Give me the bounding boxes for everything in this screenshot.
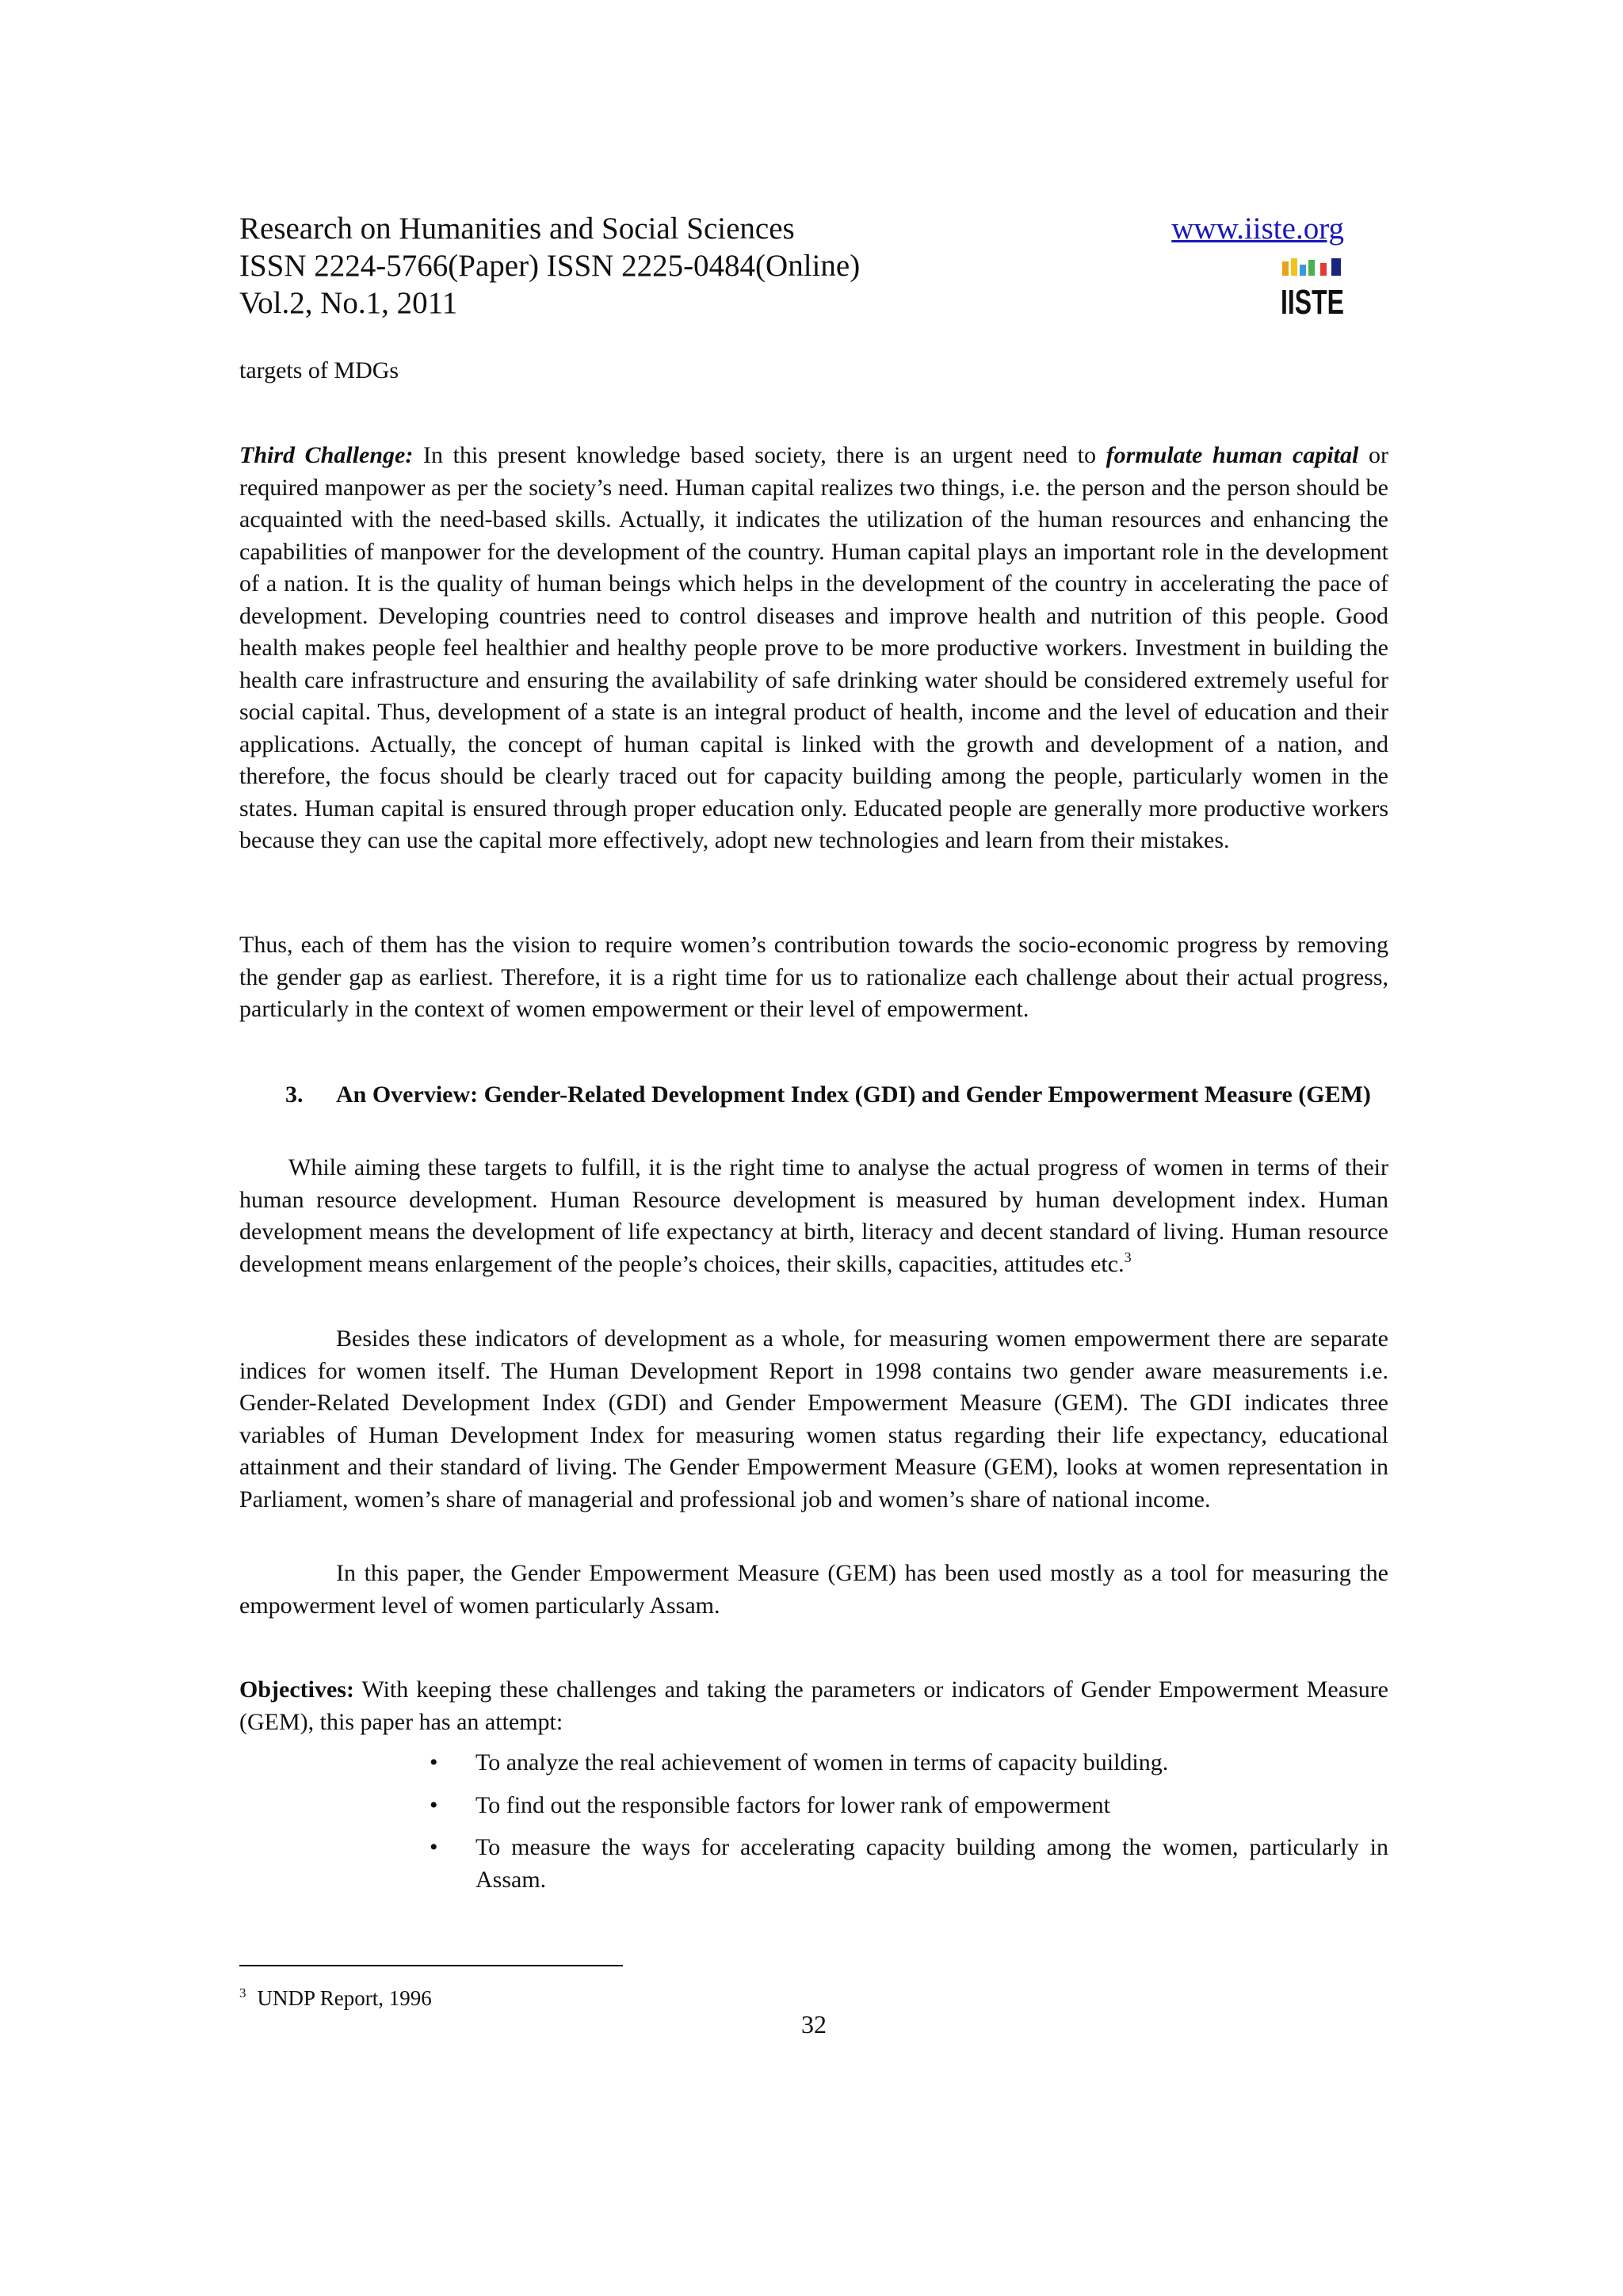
journal-title: Research on Humanities and Social Sciences: [239, 212, 795, 246]
third-challenge-text-2: or required manpower as per the society’s need. Human capital realizes two things, i.e. the person and the person should be acquainted with the need-based skills. Actually, it indicates the utilization of the human resources and enhancing the capabilities of manpower for the development of the country. Human capital plays an important role in the development of a nation. It is the quality of human beings which helps in the development of the country in accelerating the pace of development. Developing countries need to control diseases and improve health and nutrition of this people. Good health makes people feel healthier and healthy people prove to be more productive workers. Investment in building the health care infrastructure and ensuring the availability of safe drinking water should be considered extremely useful for social capital. Thus, development of a state is an integral product of health, income and the level of education and their applications. Actually, the concept of human capital is linked with the growth and development of a nation, and therefore, the focus should be clearly traced out for capacity building among the people, particularly women in the states. Human capital is ensured through proper education only. Educated people are generally more productive workers because they can use the capital more effectively, adopt new technologies and learn from their mistakes.: [239, 442, 1389, 853]
list-item-text: To analyze the real achievement of women in terms of capacity building.: [475, 1749, 1169, 1775]
svg-text:IISTE: IISTE: [1281, 283, 1344, 322]
paper-paragraph: In this paper, the Gender Empowerment Measure (GEM) has been used mostly as a tool for measuring the empowerment level of women particularly Assam.: [239, 1560, 1388, 1619]
list-item-text: To find out the responsible factors for lower rank of empowerment: [475, 1791, 1110, 1818]
objectives-text: With keeping these challenges and taking the parameters or indicators of Gender Empowerment Measure (GEM), this paper has an attempt:: [239, 1676, 1388, 1735]
journal-volume: Vol.2, No.1, 2011: [239, 286, 458, 320]
page-number: 32: [801, 2010, 827, 2039]
list-item: [430, 1832, 1388, 1896]
bullet-icon: •: [430, 1791, 438, 1818]
section-heading: [285, 1079, 1388, 1112]
objectives-label: Objectives:: [239, 1676, 354, 1703]
journal-website-link[interactable]: www.iiste.org: [1171, 212, 1344, 246]
bullet-icon: •: [430, 1834, 438, 1860]
iiste-logo-icon: [1279, 257, 1346, 322]
footnote-divider: [239, 1965, 623, 1966]
third-challenge-text-1: In this present knowledge based society, there is an urgent need to: [413, 442, 1106, 468]
third-challenge-emphasis: formulate human capital: [1106, 442, 1359, 468]
journal-issn: ISSN 2224-5766(Paper) ISSN 2225-0484(Online): [239, 249, 861, 283]
footnote-number: 3: [239, 1985, 246, 2000]
objectives-list: [430, 1747, 1388, 1906]
list-item-text: To measure the ways for accelerating capacity building among the women, particularly in Assam.: [475, 1834, 1388, 1893]
while-paragraph-text: While aiming these targets to fulfill, it is the right time to analyse the actual progress of women in terms of their human resource development. Human Resource development is measured by human development index. Human development means the development of life expectancy at birth, literacy and decent standard of living. Human resource development means enlargement of the people’s choices, their skills, capacities, attitudes etc.: [239, 1154, 1388, 1277]
objectives-paragraph: [239, 1674, 1388, 1738]
footnote-text: UNDP Report, 1996: [257, 1986, 432, 2010]
intro-line: targets of MDGs: [239, 357, 399, 383]
section-number: 3.: [285, 1081, 304, 1108]
list-item: [430, 1790, 1388, 1822]
list-item: [430, 1747, 1388, 1779]
while-paragraph: [239, 1152, 1388, 1280]
footnote-reference: 3: [1124, 1249, 1132, 1265]
third-challenge-paragraph: [239, 440, 1388, 857]
section-title: An Overview: Gender-Related Development Index (GDI) and Gender Empowerment Measure (GEM): [336, 1081, 1371, 1108]
bullet-icon: •: [430, 1749, 438, 1775]
thus-paragraph: Thus, each of them has the vision to require women’s contribution towards the socio-economic progress by removing the gender gap as earliest. Therefore, it is a right time for us to rationalize each challenge about their actual progress, particularly in the context of women empowerment or their level of empowerment.: [239, 932, 1388, 1022]
footnote: [239, 1979, 432, 2012]
third-challenge-label: Third Challenge:: [239, 442, 414, 468]
besides-paragraph: Besides these indicators of development as a whole, for measuring women empowerment there are separate indices for women itself. The Human Development Report in 1998 contains two gender aware measurements i.e. Gender-Related Development Index (GDI) and Gender Empowerment Measure (GEM). The GDI indicates three variables of Human Development Index for measuring women status regarding their life expectancy, educational attainment and their standard of living. The Gender Empowerment Measure (GEM), looks at women representation in Parliament, women’s share of managerial and professional job and women’s share of national income.: [239, 1325, 1388, 1512]
